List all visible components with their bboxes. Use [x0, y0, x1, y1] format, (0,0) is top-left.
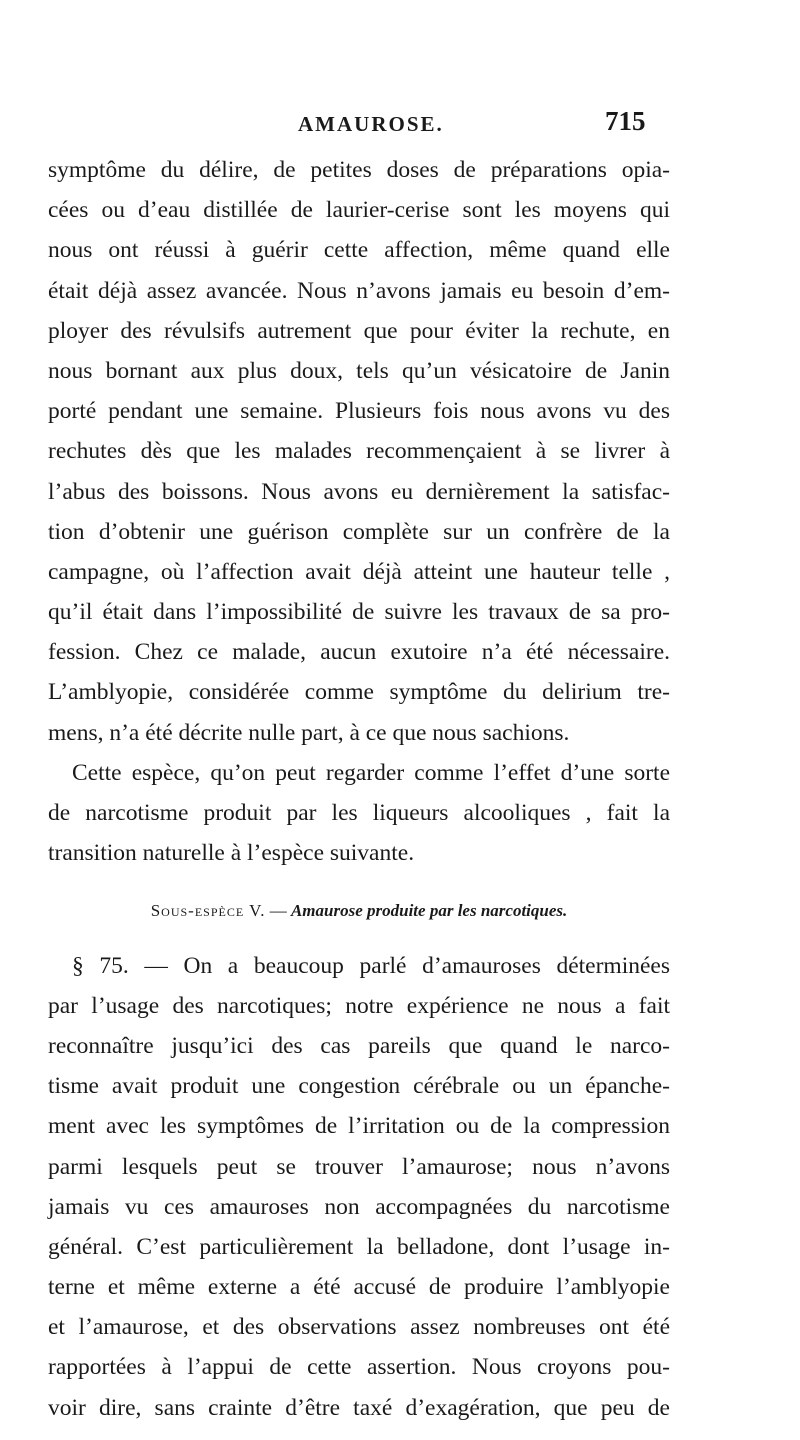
text-line: voir dire, sans crainte d’être taxé d’exagération, que peu de	[48, 1394, 670, 1421]
section-dash: —	[269, 901, 287, 921]
text-line: campagne, où l’affection avait déjà atteint une hauteur telle ,	[48, 558, 670, 585]
text-line: Cette espèce, qu’on peut regarder comme l’effet d’une sorte	[72, 759, 670, 786]
text-line: ment avec les symptômes de l’irritation ou de la compression	[48, 1113, 670, 1140]
text-line: ployer des révulsifs autrement que pour éviter la rechute, en	[48, 317, 670, 344]
text-line: tion d’obtenir une guérison complète sur un confrère de la	[48, 518, 670, 545]
section-title: Amaurose produite par les narcotiques.	[290, 901, 568, 921]
text-line: rechutes dès que les malades recommençaient à se livrer à	[48, 438, 670, 465]
text-line: par l’usage des narcotiques; notre expérience ne nous a fait	[48, 992, 670, 1019]
paragraph-1	[48, 150, 670, 753]
running-title: AMAUROSE.	[298, 112, 444, 136]
paragraph-2	[48, 753, 670, 874]
text-line: l’abus des boissons. Nous avons eu dernièrement la satisfac-	[48, 478, 670, 505]
text-line: rapportées à l’appui de cette assertion. Nous croyons pou-	[48, 1354, 670, 1381]
text-line: général. C’est particulièrement la belladone, dont l’usage in-	[48, 1233, 670, 1260]
text-line: mens, n’a été décrite nulle part, à ce que nous sachions.	[48, 719, 570, 746]
text-line: était déjà assez avancée. Nous n’avons jamais eu besoin d’em-	[48, 277, 670, 304]
text-line: et l’amaurose, et des observations assez nombreuses ont été	[48, 1314, 670, 1341]
text-line: fession. Chez ce malade, aucun exutoire n’a été nécessaire.	[48, 639, 670, 666]
text-line: reconnaître jusqu’ici des cas pareils que quand le narco-	[48, 1032, 670, 1059]
page-header	[0, 106, 800, 142]
text-line: jamais vu ces amauroses non accompagnées du narcotisme	[48, 1193, 670, 1220]
paragraph-3	[48, 946, 670, 1428]
text-line: qu’il était dans l’impossibilité de suivre les travaux de sa pro-	[48, 599, 670, 626]
section-heading	[48, 891, 670, 931]
section-label: Sous-espèce V.	[150, 901, 266, 921]
text-line: L’amblyopie, considérée comme symptôme du delirium tre-	[48, 679, 670, 706]
text-line: porté pendant une semaine. Plusieurs fois nous avons vu des	[48, 398, 670, 425]
text-line: symptôme du délire, de petites doses de préparations opia-	[48, 157, 670, 183]
text-line: nous ont réussi à guérir cette affection, même quand elle	[48, 237, 670, 264]
text-line: § 75. — On a beaucoup parlé d’amauroses déterminées	[72, 952, 670, 979]
page-number: 715	[605, 106, 646, 136]
text-line: de narcotisme produit par les liqueurs alcooliques , fait la	[48, 800, 670, 826]
text-line: nous bornant aux plus doux, tels qu’un vésicatoire de Janin	[48, 357, 670, 384]
text-line: cées ou d’eau distillée de laurier-cerise sont les moyens qui	[48, 197, 670, 224]
text-line: parmi lesquels peut se trouver l’amaurose; nous n’avons	[48, 1153, 670, 1180]
text-line: tisme avait produit une congestion cérébrale ou un épanche-	[48, 1073, 670, 1100]
body-text	[48, 150, 670, 1428]
text-line: transition naturelle à l’espèce suivante.	[48, 840, 415, 867]
text-line: terne et même externe a été accusé de produire l’amblyopie	[48, 1274, 670, 1301]
